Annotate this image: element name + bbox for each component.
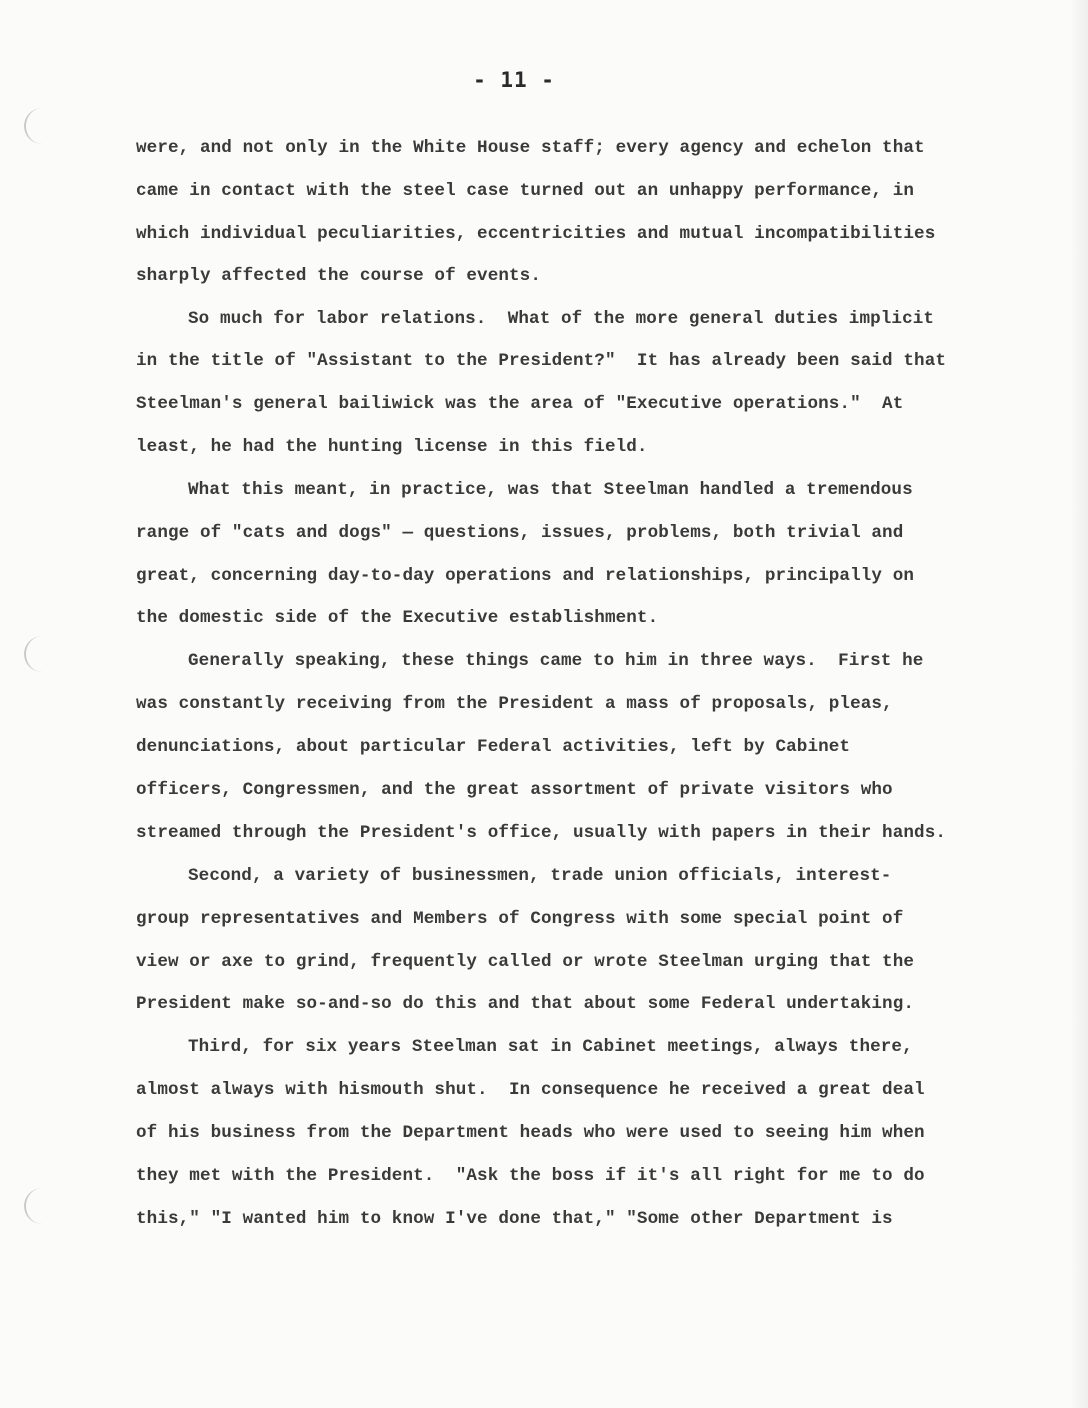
body-line: streamed through the President's office, usually with papers in their hands. <box>136 823 947 843</box>
body-line: group representatives and Members of Congress with some special point of <box>136 909 904 929</box>
page-edge-shadow <box>1070 0 1088 1408</box>
body-line: President make so-and-so do this and that about some Federal undertaking. <box>136 994 915 1014</box>
body-line: the domestic side of the Executive establishment. <box>136 608 659 628</box>
body-line: this," "I wanted him to know I've done that," "Some other Department is <box>136 1209 893 1229</box>
body-line: least, he had the hunting license in this field. <box>136 437 648 457</box>
page-number: - 11 - <box>473 68 555 92</box>
punch-hole-bottom <box>24 1188 48 1224</box>
body-line: in the title of "Assistant to the President?" It has already been said that <box>136 351 947 371</box>
punch-hole-top <box>24 108 48 144</box>
body-line: Second, a variety of businessmen, trade union officials, interest- <box>188 866 892 886</box>
body-line: they met with the President. "Ask the boss if it's all right for me to do <box>136 1166 925 1186</box>
body-line: great, concerning day-to-day operations and relationships, principally on <box>136 566 915 586</box>
body-line: denunciations, about particular Federal activities, left by Cabinet <box>136 737 851 757</box>
body-line: officers, Congressmen, and the great assortment of private visitors who <box>136 780 893 800</box>
body-line: Steelman's general bailiwick was the area of "Executive operations." At <box>136 394 904 414</box>
body-line: What this meant, in practice, was that Steelman handled a tremendous <box>188 480 913 500</box>
body-line: sharply affected the course of events. <box>136 266 542 286</box>
punch-hole-middle <box>24 636 48 672</box>
body-line: Generally speaking, these things came to him in three ways. First he <box>188 651 924 671</box>
body-line: So much for labor relations. What of the more general duties implicit <box>188 309 935 329</box>
body-line: of his business from the Department heads who were used to seeing him when <box>136 1123 925 1143</box>
body-line: which individual peculiarities, eccentricities and mutual incompatibilities <box>136 224 936 244</box>
body-line: Third, for six years Steelman sat in Cabinet meetings, always there, <box>188 1037 913 1057</box>
body-line: were, and not only in the White House staff; every agency and echelon that <box>136 138 925 158</box>
body-line: was constantly receiving from the President a mass of proposals, pleas, <box>136 694 893 714</box>
body-line: came in contact with the steel case turned out an unhappy performance, in <box>136 181 915 201</box>
body-line: view or axe to grind, frequently called or wrote Steelman urging that the <box>136 952 915 972</box>
body-line: range of "cats and dogs" — questions, issues, problems, both trivial and <box>136 523 904 543</box>
body-line: almost always with hismouth shut. In consequence he received a great deal <box>136 1080 925 1100</box>
